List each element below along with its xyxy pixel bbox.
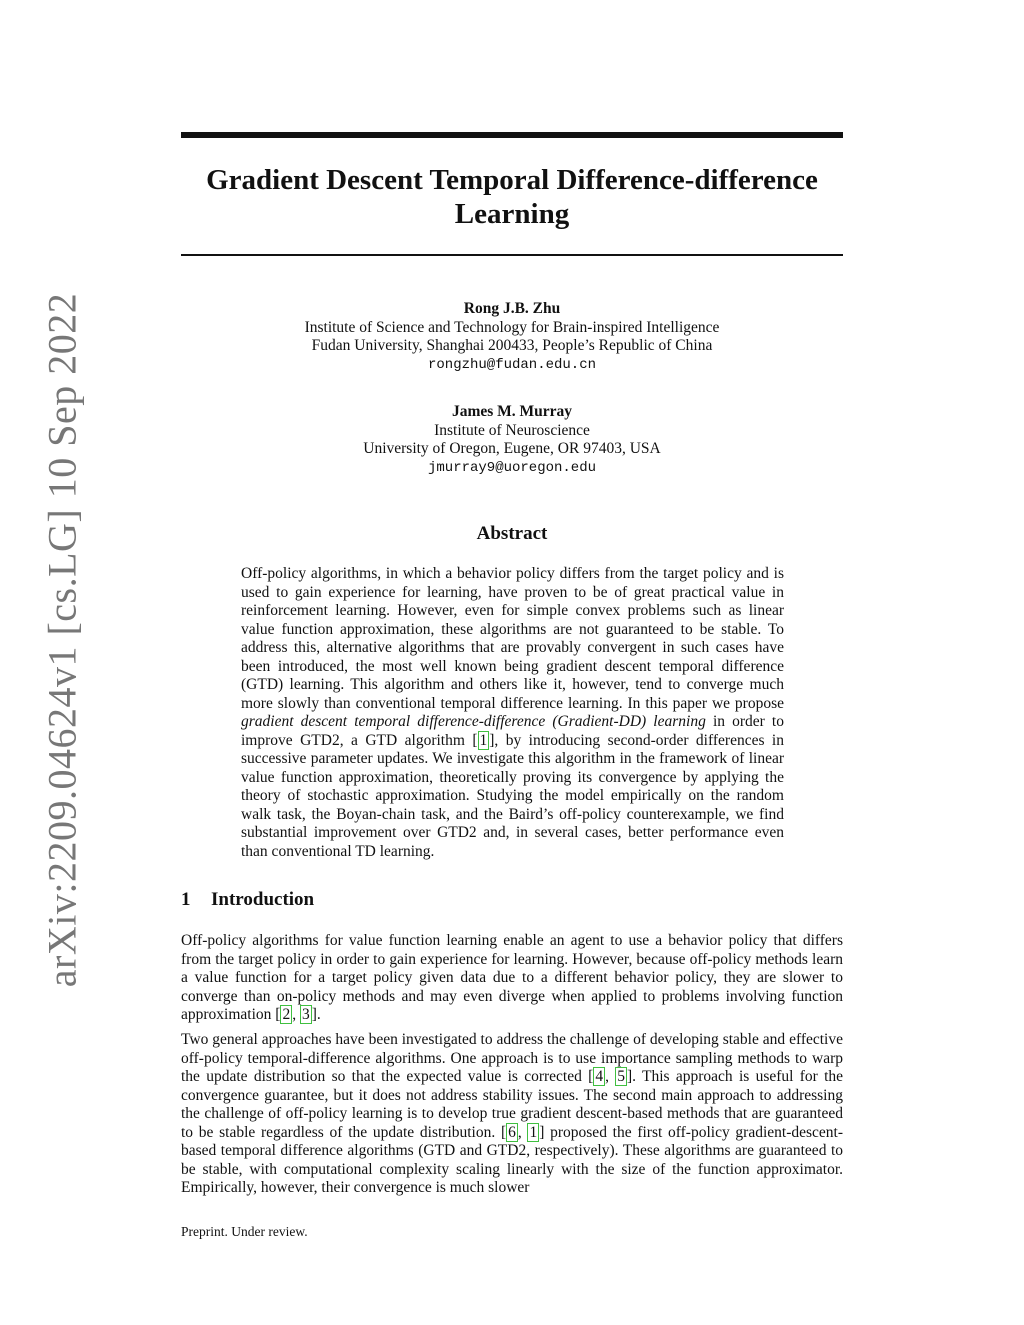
citation-link[interactable]: 2 bbox=[282, 1006, 291, 1023]
arxiv-side-label: arXiv:2209.04624v1 [cs.LG] 10 Sep 2022 bbox=[39, 292, 85, 988]
citation-link[interactable]: 1 bbox=[479, 731, 488, 749]
citation-link[interactable]: 4 bbox=[595, 1068, 604, 1085]
author-name: James M. Murray bbox=[451, 403, 573, 420]
paragraph-text: Two general approaches have been investigated to address the challenge of developing stable and effective off-policy temporal-difference algorithms. One approach is to use importance sampling methods to warp the update distribution so that the expected value is corrected [ bbox=[181, 1031, 843, 1085]
author-email[interactable]: rongzhu@fudan.edu.cn bbox=[427, 356, 597, 373]
paper-title: Gradient Descent Temporal Difference-difference Learning bbox=[206, 164, 818, 230]
citation-separator: , bbox=[292, 1006, 300, 1023]
paragraph-text: ] proposed the first off-policy gradient-descent-based temporal difference algorithms (GTD and GTD2, respectively). These algorithms are guaranteed to be stable, with computational complexity scaling linearly with the size of the function approximator. Empirically, however, their convergence is much slower bbox=[181, 1123, 844, 1196]
section-title: Introduction bbox=[211, 889, 315, 910]
paragraph-text: Off-policy algorithms for value function learning enable an agent to use a behavior policy that differs from the target policy in order to gain experience for learning. However, because off-policy methods learn a value function for a target policy given data due to a different behavior policy, they are slower to converge than on-policy methods and may even diverge when applied to problems involving function approximation [ bbox=[181, 932, 843, 1023]
intro-paragraph-2 bbox=[181, 1031, 843, 1198]
abstract-italic-method: gradient descent temporal difference-difference (Gradient-DD) learning bbox=[241, 713, 706, 730]
section-number: 1 bbox=[181, 889, 191, 910]
author-email[interactable]: jmurray9@uoregon.edu bbox=[427, 459, 597, 476]
abstract-text-part: in order to improve GTD2, a GTD algorithm [ bbox=[241, 713, 784, 749]
citation-link[interactable]: 5 bbox=[617, 1068, 625, 1085]
citation-link[interactable]: 3 bbox=[301, 1006, 310, 1023]
preprint-footer: Preprint. Under review. bbox=[181, 1224, 308, 1239]
title-bottom-rule bbox=[181, 254, 843, 256]
author-affiliation: Institute of Science and Technology for Brain-inspired Intelligence bbox=[304, 318, 720, 336]
author-name: Rong J.B. Zhu bbox=[463, 300, 561, 317]
title-top-rule bbox=[181, 132, 843, 138]
citation-link[interactable]: 1 bbox=[529, 1123, 538, 1141]
abstract-heading: Abstract bbox=[476, 523, 548, 544]
citation-separator: , bbox=[605, 1068, 616, 1085]
citation-link[interactable]: 6 bbox=[508, 1123, 516, 1141]
citation-separator: , bbox=[517, 1123, 528, 1141]
abstract-text-part: ], by introducing second-order differences in successive parameter updates. We investigate this algorithm in the framework of linear value function approximation, theoretically proving its convergence by applying the theory of stochastic approximation. Studying the model empirically on the random walk task, the Boyan-chain task, and the Baird’s off-policy counterexample, we find substantial improvement over GTD2 and, in several cases, better performance even than conventional TD learning. bbox=[241, 731, 784, 860]
section-heading-introduction bbox=[181, 889, 314, 911]
paragraph-text: ]. bbox=[311, 1006, 321, 1023]
paragraph-text: ]. This approach is useful for the convergence guarantee, but it does not address stability issues. The second main approach to addressing the challenge of off-policy learning is to develop true gradient descent-based methods that are guaranteed to be stable regardless of the update distribution. [ bbox=[181, 1068, 844, 1141]
author-affiliation: University of Oregon, Eugene, OR 97403, USA bbox=[363, 440, 661, 457]
author-affiliation: Institute of Neuroscience bbox=[434, 421, 590, 439]
intro-paragraph-1 bbox=[181, 932, 843, 1025]
author-affiliation: Fudan University, Shanghai 200433, People’s Republic of China bbox=[311, 337, 713, 354]
author-block-1 bbox=[181, 300, 843, 374]
author-block-2 bbox=[181, 403, 843, 477]
abstract-text bbox=[241, 565, 784, 861]
abstract-text-part: Off-policy algorithms, in which a behavior policy differs from the target policy and is used to gain experience for learning, have proven to be of great practical value in reinforcement learning. However, even for simple convex problems such as linear value function approximation, these algorithms are not guaranteed to be stable. To address this, alternative algorithms that are provably convergent in such cases have been introduced, the most well known being gradient descent temporal difference (GTD) learning. This algorithm and others like it, however, tend to converge much more slowly than conventional temporal difference learning. In this paper we propose bbox=[241, 565, 784, 712]
